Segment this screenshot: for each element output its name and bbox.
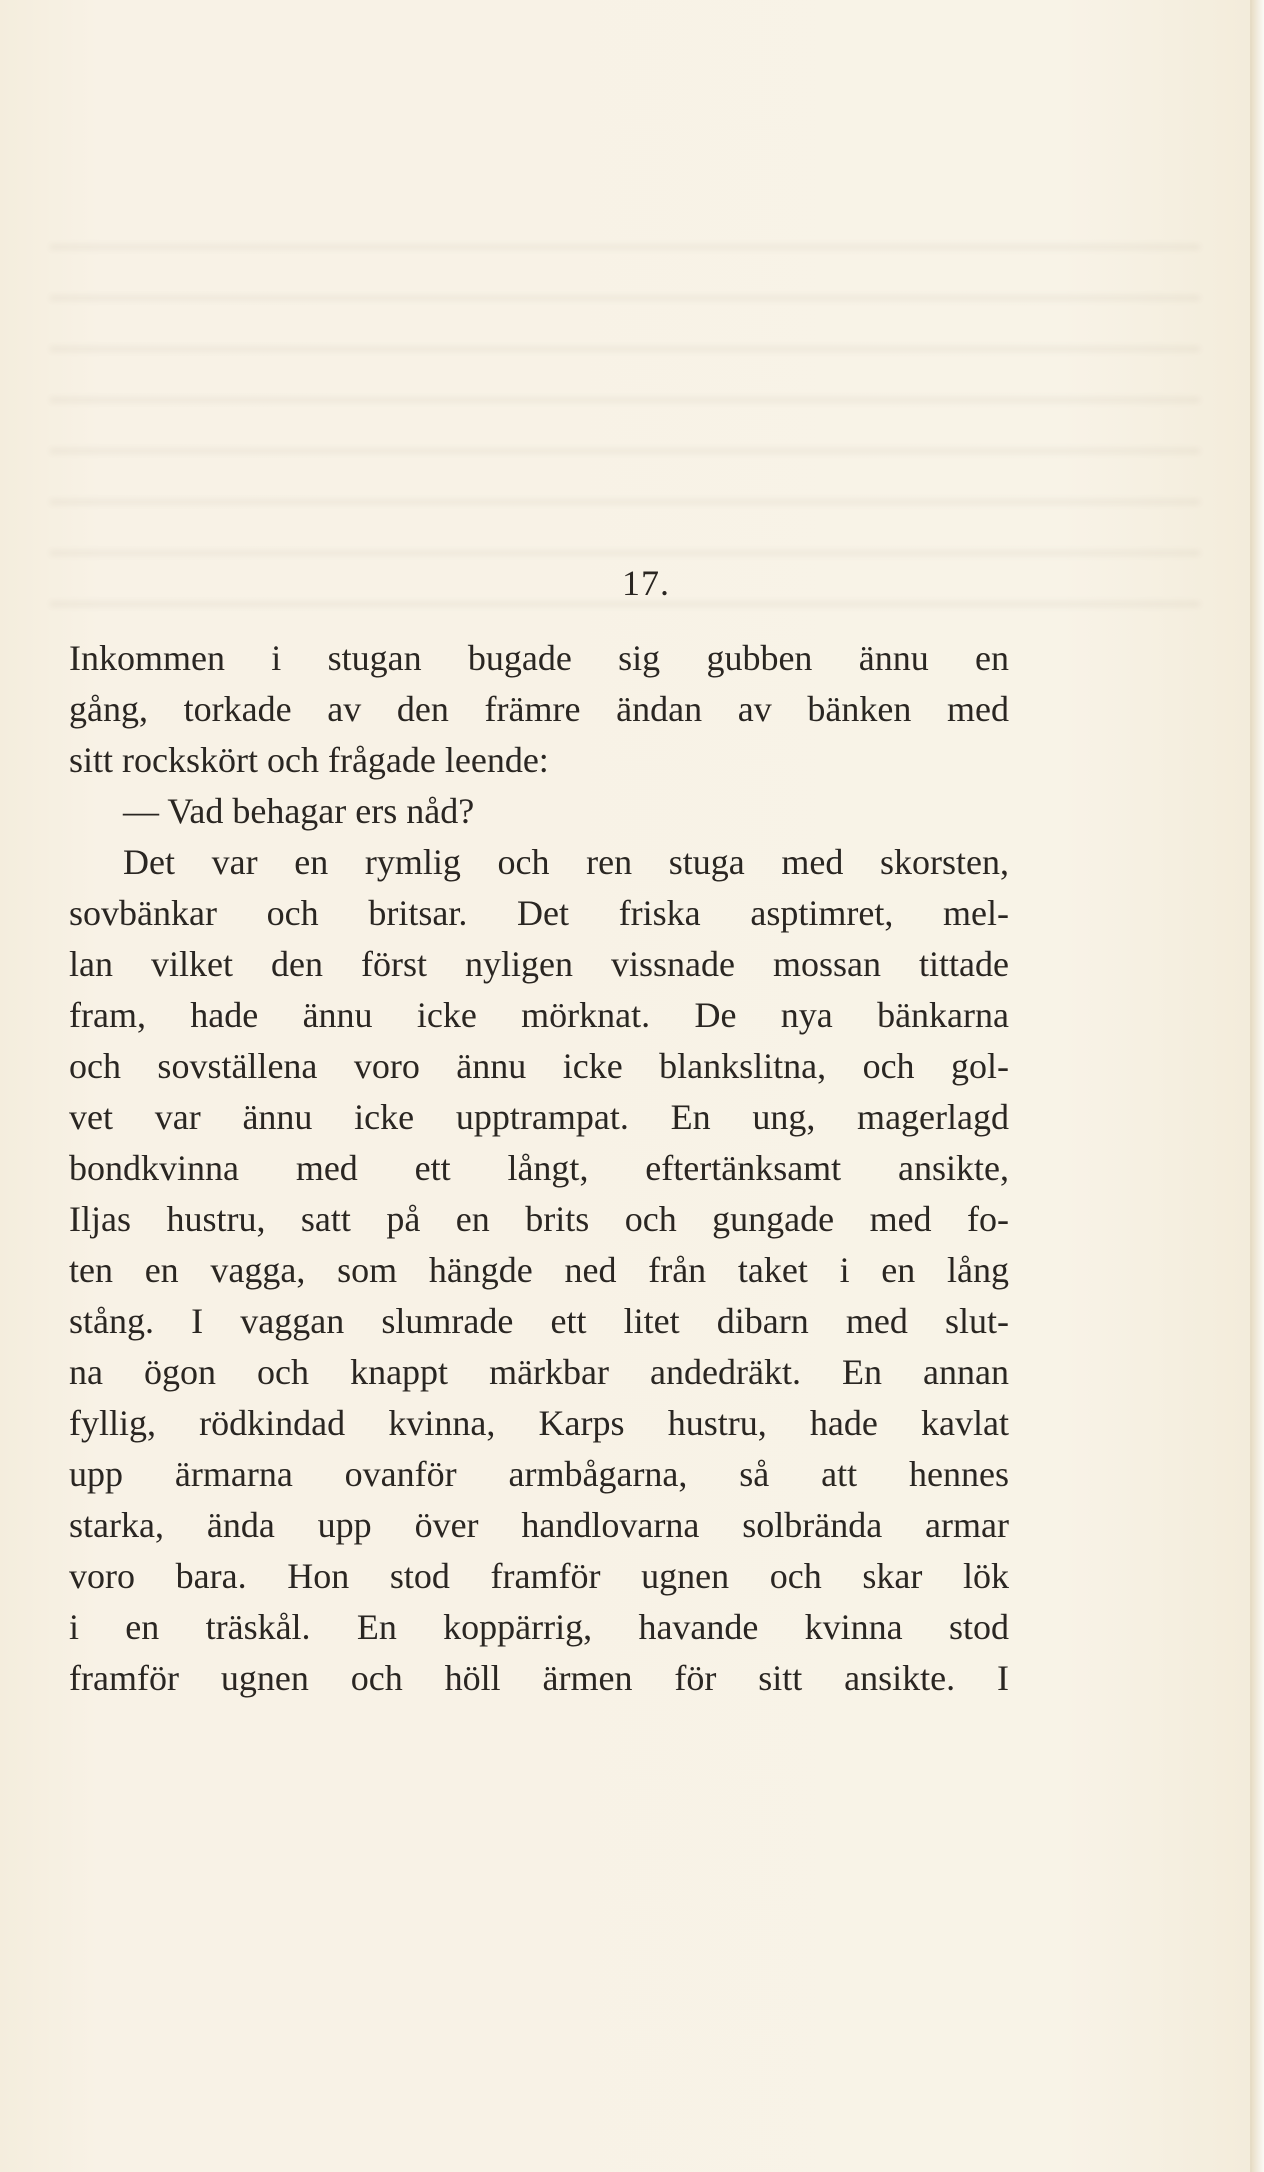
text-line: starka, ända upp över handlovarna solbrända armar bbox=[69, 1505, 1009, 1545]
text-line: och sovställena voro ännu icke blankslitna, och gol- bbox=[69, 1046, 1009, 1086]
text-line: Det var en rymlig och ren stuga med skorsten, bbox=[123, 842, 1009, 882]
page-edge bbox=[1252, 0, 1264, 2172]
text-line: Inkommen i stugan bugade sig gubben ännu en bbox=[69, 638, 1009, 678]
text-line: sitt rockskört och frågade leende: bbox=[69, 740, 549, 780]
text-line: bondkvinna med ett långt, eftertänksamt ansikte, bbox=[69, 1148, 1009, 1188]
text-line: voro bara. Hon stod framför ugnen och skar lök bbox=[69, 1556, 1009, 1596]
text-line: lan vilket den först nyligen vissnade mossan tittade bbox=[69, 944, 1009, 984]
text-line: gång, torkade av den främre ändan av bänken med bbox=[69, 689, 1009, 729]
page-number: 17. bbox=[622, 563, 670, 603]
text-line: i en träskål. En koppärrig, havande kvinna stod bbox=[69, 1607, 1009, 1647]
text-line: fram, hade ännu icke mörknat. De nya bänkarna bbox=[69, 995, 1009, 1035]
text-line: stång. I vaggan slumrade ett litet dibarn med slut- bbox=[69, 1301, 1009, 1341]
text-line: vet var ännu icke upptrampat. En ung, magerlagd bbox=[69, 1097, 1009, 1137]
text-line: ten en vagga, som hängde ned från taket i en lång bbox=[69, 1250, 1009, 1290]
text-line: framför ugnen och höll ärmen för sitt ansikte. I bbox=[69, 1658, 1009, 1698]
text-line: sovbänkar och britsar. Det friska asptimret, mel- bbox=[69, 893, 1009, 933]
text-line: — Vad behagar ers nåd? bbox=[123, 791, 475, 831]
body-text bbox=[69, 633, 1009, 1704]
text-line: fyllig, rödkindad kvinna, Karps hustru, hade kavlat bbox=[69, 1403, 1009, 1443]
text-line: upp ärmarna ovanför armbågarna, så att hennes bbox=[69, 1454, 1009, 1494]
text-line: Iljas hustru, satt på en brits och gungade med fo- bbox=[69, 1199, 1009, 1239]
text-line: na ögon och knappt märkbar andedräkt. En annan bbox=[69, 1352, 1009, 1392]
